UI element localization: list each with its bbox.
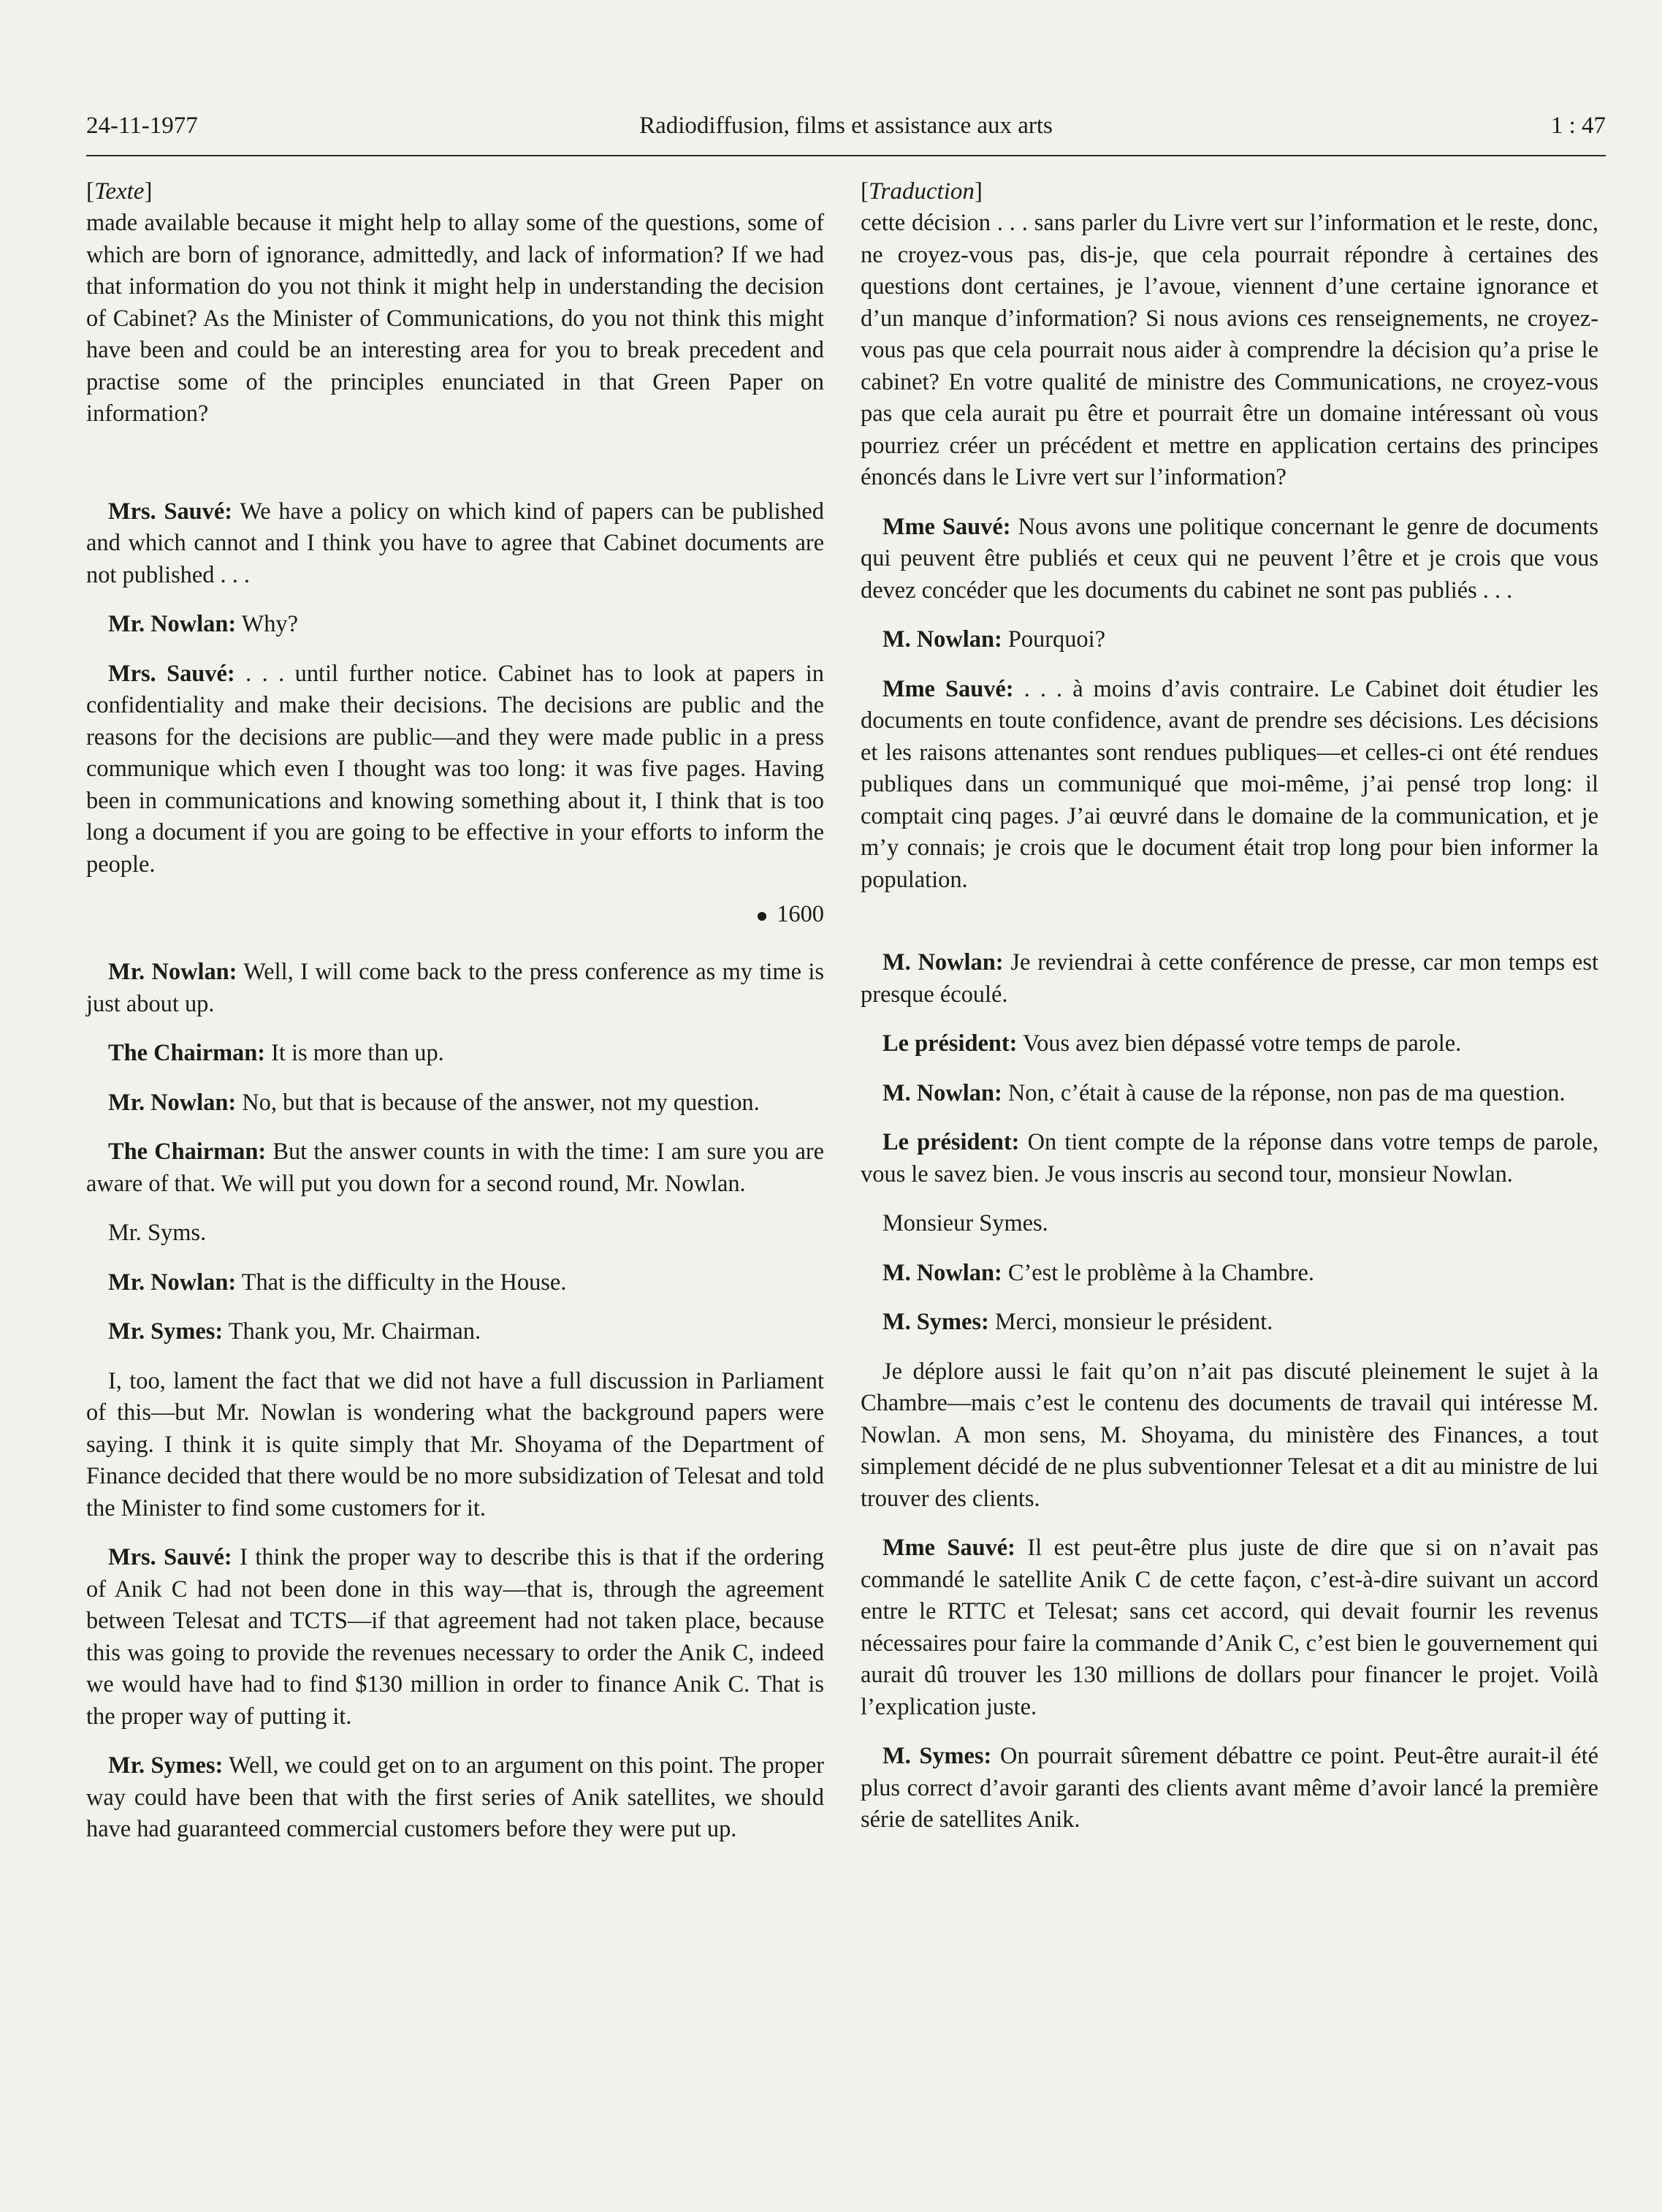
speaker-name: Mrs. Sauvé: [108, 660, 235, 687]
header-date: 24-11-1977 [86, 113, 198, 139]
speaker-paragraph: Mr. Nowlan: Well, I will come back to the press conference as my time is just about up. [86, 959, 824, 1017]
speaker-name: Mrs. Sauvé: [108, 498, 233, 525]
speaker-name: M. Nowlan: [883, 949, 1004, 976]
speaker-paragraph: M. Nowlan: Non, c’était à cause de la réponse, non pas de ma question. [883, 1079, 1566, 1106]
speaker-paragraph: Mrs. Sauvé: . . . until further notice. Cabinet has to look at papers in confidentiality and make their decisions. The decisions are public and the reasons for the decisions are public—and they were made public in a press communique which even I thought was too long: it was five pages. Having been in communications and knowing something about it, I think that is too long a document if you are going to be effective in your efforts to inform the people. [86, 660, 824, 878]
speaker-paragraph: Mrs. Sauvé: I think the proper way to describe this is that if the ordering of Anik C had not been done in this way—that is, through the agreement between Telesat and TCTS—if that agreement had not taken place, because this was going to provide the revenues necessary to order the Anik C, indeed we would have had to find $130 million in order to finance Anik C. That is the proper way of putting it. [86, 1544, 825, 1730]
speaker-name: Mme Sauvé: [883, 1535, 1015, 1561]
paragraph: Je déplore aussi le fait qu’on n’ait pas discuté pleinement le sujet à la Chambre—mais c’est le contenu des documents de travail qui intéresse M. Nowlan. A mon sens, M. Shoyama, du ministère des Finances, a tout simplement décidé de ne plus subventionner Telesat et a dit au ministre de lui trouver des clients. [861, 1358, 1598, 1512]
speaker-paragraph: Mme Sauvé: Nous avons une politique concernant le genre de documents qui peuvent être publiés et ceux qui ne peuvent l’être et je crois que vous devez concéder que les documents du cabinet ne sont pas publiés . . . [861, 513, 1598, 604]
speaker-paragraph: The Chairman: But the answer counts in with the time: I am sure you are aware of that. We will put you down for a second round, Mr. Nowlan. [86, 1139, 824, 1197]
speaker-paragraph: Le président: Vous avez bien dépassé votre temps de parole. [883, 1030, 1462, 1057]
speaker-paragraph: Mr. Nowlan: No, but that is because of the answer, not my question. [108, 1089, 760, 1116]
speaker-paragraph: Mr. Symes: Thank you, Mr. Chairman. [108, 1318, 481, 1345]
speaker-name: Mr. Symes: [108, 1318, 224, 1345]
right-column-french [861, 175, 1598, 1854]
speaker-name: M. Nowlan: [883, 1079, 1002, 1106]
paragraph: made available because it might help to allay some of the questions, some of which are born of ignorance, admittedly, and lack of information? If we had that information do you not think it might help in understanding the decision of Cabinet? As the Minister of Communications, do you not think this might have been and could be an interesting area for you to break precedent and practise some of the principles enunciated in that Green Paper on information? [86, 210, 824, 427]
paragraph: Monsieur Symes. [883, 1210, 1048, 1236]
speaker-paragraph: Mr. Symes: Well, we could get on to an argument on this point. The proper way could have been that with the first series of Anik satellites, we should have had guaranteed commercial customers before they were put up. [86, 1752, 824, 1842]
header-title: Radiodiffusion, films et assistance aux arts [639, 113, 1053, 139]
speaker-paragraph: M. Symes: Merci, monsieur le président. [883, 1309, 1273, 1335]
paragraph: Mr. Syms. [108, 1220, 207, 1246]
speaker-name: Mr. Symes: [108, 1752, 224, 1779]
speaker-paragraph: M. Nowlan: C’est le problème à la Chambre. [883, 1259, 1314, 1286]
speaker-name: M. Nowlan: [883, 626, 1002, 653]
speaker-paragraph: Mrs. Sauvé: We have a policy on which kind of papers can be published and which cannot and I think you have to agree that Cabinet documents are not published . . . [86, 498, 824, 588]
speaker-paragraph: Mr. Nowlan: Why? [108, 611, 299, 637]
bullet-icon [758, 912, 766, 921]
speaker-name: Mr. Nowlan: [108, 959, 237, 985]
column-tag: [Texte] [86, 178, 153, 205]
speaker-name: Mrs. Sauvé: [108, 1544, 232, 1570]
paragraph: cette décision . . . sans parler du Livre vert sur l’information et le reste, donc, ne croyez-vous pas, dis-je, que cela pourrait répondre à certaines des questions dont certaines, je l’avoue, viennent d’une certaine ignorance et d’un manque d’information? Si nous avions ces renseignements, ne croyez-vous pas que cela pourrait nous aider à comprendre la décision qu’a prise le cabinet? En votre qualité de ministre des Communications, ne croyez-vous pas que cela aurait pu être et pourrait être un domaine intéressant où vous pourriez créer un précédent et mettre en application certains des principes énoncés dans le Livre vert sur l’information? [861, 210, 1598, 490]
speaker-name: Mr. Nowlan: [108, 1089, 237, 1116]
speaker-name: Mr. Nowlan: [108, 1269, 237, 1296]
speaker-name: Le président: [883, 1129, 1020, 1155]
speaker-name: M. Symes: [883, 1309, 989, 1335]
header-page-number: 1 : 47 [1550, 113, 1606, 139]
paragraph: I, too, lament the fact that we did not have a full discussion in Parliament of this—but Mr. Nowlan is wondering what the background papers were saying. I think it is quite simply that Mr. Shoyama of the Department of Finance decided that there would be no more subsidization of Telesat and told the Minister to find some customers for it. [86, 1367, 824, 1521]
speaker-paragraph: M. Symes: On pourrait sûrement débattre ce point. Peut-être aurait-il été plus correct d’avoir garanti des clients avant même d’avoir lancé la première série de satellites Anik. [861, 1743, 1598, 1833]
speaker-paragraph: Mme Sauvé: Il est peut-être plus juste de dire que si on n’avait pas commandé le satellite Anik C de cette façon, c’est-à-dire suivant un accord entre le RTTC et Telesat; sans cet accord, qui devait fournir les revenus nécessaires pour faire la commande d’Anik C, c’est bien le gouvernement qui aurait dû trouver les 130 millions de dollars pour financer le projet. Voilà l’explication juste. [861, 1535, 1599, 1720]
speaker-name: Mr. Nowlan: [108, 611, 237, 637]
time-marker: 1600 [86, 898, 824, 930]
column-tag: [Traduction] [861, 178, 983, 205]
speaker-name: Mme Sauvé: [883, 675, 1014, 702]
speaker-name: The Chairman: [108, 1040, 266, 1066]
speaker-name: The Chairman: [108, 1139, 267, 1165]
speaker-paragraph: Mr. Nowlan: That is the difficulty in the House. [108, 1269, 567, 1296]
speaker-paragraph: Mme Sauvé: . . . à moins d’avis contraire. Le Cabinet doit étudier les documents en toute confidence, avant de prendre ses décisions. Les décisions et les raisons attenantes sont rendues publiques—et celles-ci ont été rendues publiques dans un communiqué que moi-même, j’ai pensé trop long: il comptait cinq pages. J’ai œuvré dans le domaine de la communication, et je m’y connais; je crois que le document était trop long pour bien informer la population. [861, 675, 1598, 893]
speaker-paragraph: M. Nowlan: Je reviendrai à cette conférence de presse, car mon temps est presque écoulé. [861, 949, 1598, 1008]
page-header [86, 102, 1606, 156]
speaker-paragraph: The Chairman: It is more than up. [108, 1040, 444, 1066]
left-column-english [86, 175, 824, 1863]
speaker-paragraph: M. Nowlan: Pourquoi? [883, 626, 1106, 653]
speaker-paragraph: Le président: On tient compte de la réponse dans votre temps de parole, vous le savez bien. Je vous inscris au second tour, monsieur Nowlan. [861, 1129, 1598, 1187]
speaker-name: Mme Sauvé: [883, 513, 1011, 540]
speaker-name: M. Nowlan: [883, 1259, 1002, 1286]
speaker-name: M. Symes: [883, 1743, 992, 1769]
speaker-name: Le président: [883, 1030, 1018, 1057]
